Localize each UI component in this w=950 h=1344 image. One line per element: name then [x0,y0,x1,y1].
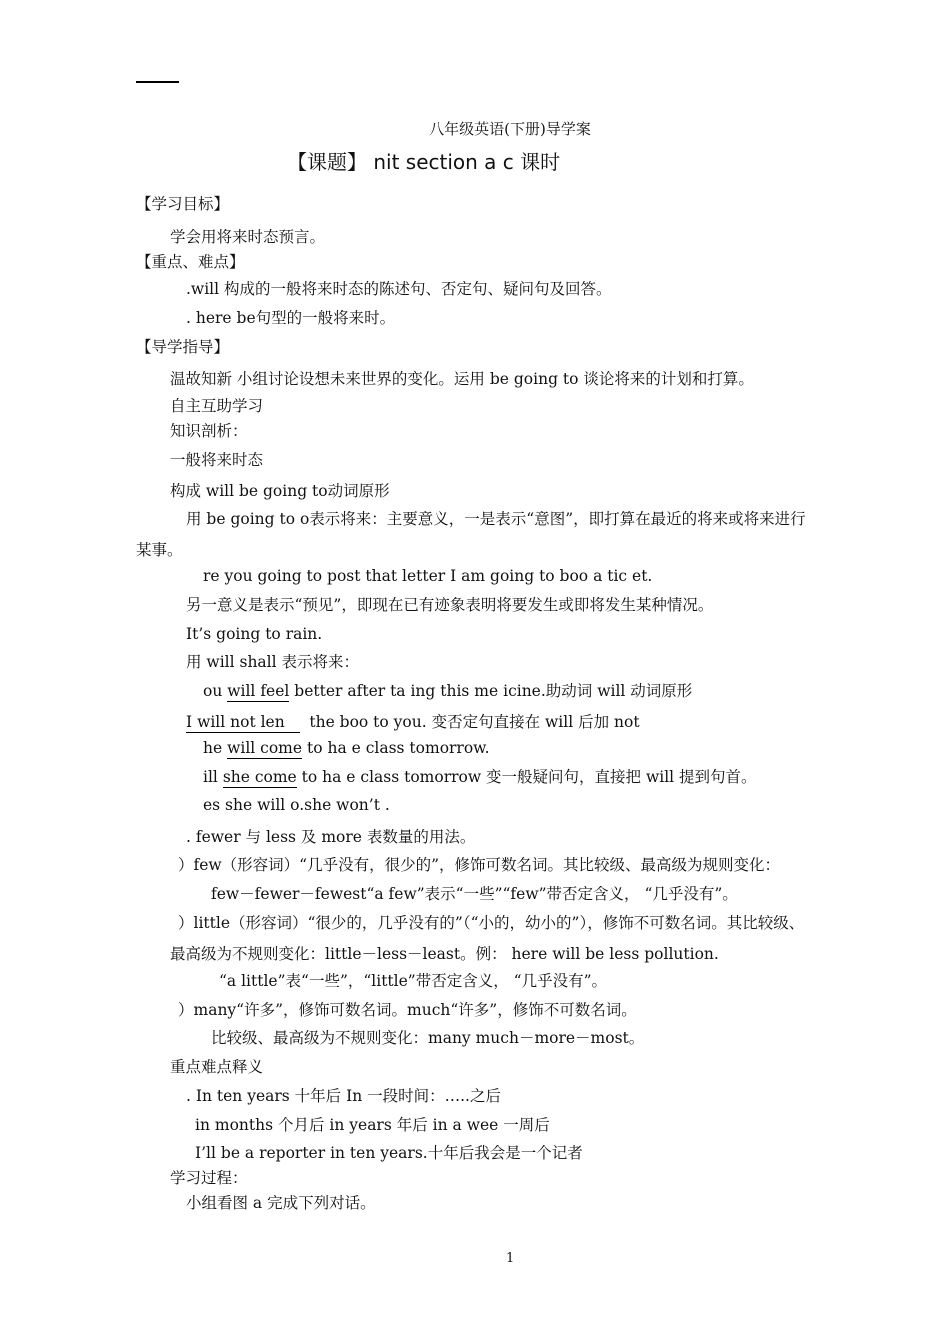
underlined-will-not-lend [186,713,300,733]
review-text: 温故知新 小组讨论设想未来世界的变化。运用 be going to 谈论将来的计划和打算。 [170,370,754,388]
group-activity: 小组看图 a 完成下列对话。 [186,1194,376,1212]
structure-line: 构成 will be going to动词原形 [170,482,390,500]
example-not-lend-prefix: I [186,713,198,731]
lesson-topic: 【课题】 nit section a c 课时 [287,150,561,174]
example-not-lend-rest: the boo to you. 变否定句直接在 will 后加 not [309,713,640,731]
key-point-2: . here be句型的一般将来时。 [186,309,396,327]
example-rain: It’s going to rain. [186,625,323,643]
example-not-lend [186,712,640,732]
example-feel-better-prefix: ou [203,682,228,700]
underlined-will-feel: will feel [227,682,290,700]
underlined-she-come: she come [222,768,297,786]
example-answers: es she will o.she won’t . [203,796,390,814]
document-title: 八年级英语(下册)导学案 [429,120,591,138]
example-will-come-rest: to ha e class tomorrow. [306,739,490,757]
heading-key-points: 【重点、难点】 [136,253,245,271]
few-usage: ）few（形容词）“几乎没有，很少的”，修饰可数名词。其比较级、最高级为规则变化： [178,856,781,874]
quantity-usage-heading: . fewer 与 less 及 more 表数量的用法。 [186,828,476,846]
example-not-lend-verb: will not len [197,713,285,731]
little-comparison: 最高级为不规则变化：little－less－least。例： here will be less pollution. [170,945,719,963]
example-question-rest: to ha e class tomorrow 变一般疑问句，直接把 will 提到句首。 [301,768,757,786]
will-shall-usage: 用 will shall 表示将来： [186,653,360,671]
example-question [203,767,757,787]
be-going-to-usage: 用 be going to o表示将来：主要意义，一是表示“意图”，即打算在最近的将来或将来进行 [186,510,806,528]
subheading-learning-process: 学习过程： [170,1169,248,1187]
example-reporter: I’ll be a reporter in ten years.十年后我会是一个记者 [195,1144,583,1162]
a-little-meaning: “a little”表“一些”，“little”带否定含义， “几乎没有”。 [219,972,607,990]
heading-guidance: 【导学指导】 [136,338,230,356]
example-post-letter: re you going to post that letter I am going to boo a tic et. [203,567,653,585]
many-much-comparison: 比较级、最高级为不规则变化：many much－more－most。 [211,1029,645,1047]
example-feel-better-rest: better after ta ing this me icine.助动词 will 动词原形 [294,682,693,700]
objective-text: 学会用将来时态预言。 [170,228,326,246]
in-ten-years: . In ten years 十年后 In 一段时间：…..之后 [186,1087,501,1105]
underlined-will-come: will come [227,739,303,757]
example-question-prefix: ill [203,768,223,786]
few-comparison: few－fewer－fewest“a few”表示“一些”“few”带否定含义， “几乎没有”。 [211,885,738,903]
prediction-usage: 另一意义是表示“预见”，即现在已有迹象表明将要发生或即将发生某种情况。 [186,596,714,614]
heading-objectives: 【学习目标】 [136,195,230,213]
knowledge-analysis: 知识剖析： [170,422,248,440]
section-self-study: 自主互助学习 [170,397,264,415]
example-feel-better [203,681,692,701]
be-going-to-usage-cont: 某事。 [136,541,183,559]
page-number: 1 [506,1251,515,1266]
key-point-1: .will 构成的一般将来时态的陈述句、否定句、疑问句及回答。 [186,280,612,298]
example-will-come-prefix: he [203,739,228,757]
many-much-usage: ）many“许多”，修饰可数名词。much“许多”，修饰不可数名词。 [178,1001,637,1019]
little-usage: ）little（形容词）“很少的，几乎没有的”（“小的，幼小的”），修饰不可数名词。其比较级、 [178,914,805,932]
subheading-key-explanations: 重点难点释义 [170,1058,264,1076]
example-will-come [203,738,490,758]
header-rule [136,81,179,83]
in-time-examples: in months 个月后 in years 年后 in a wee 一周后 [195,1116,550,1134]
subheading-future-tense: 一般将来时态 [170,451,264,469]
